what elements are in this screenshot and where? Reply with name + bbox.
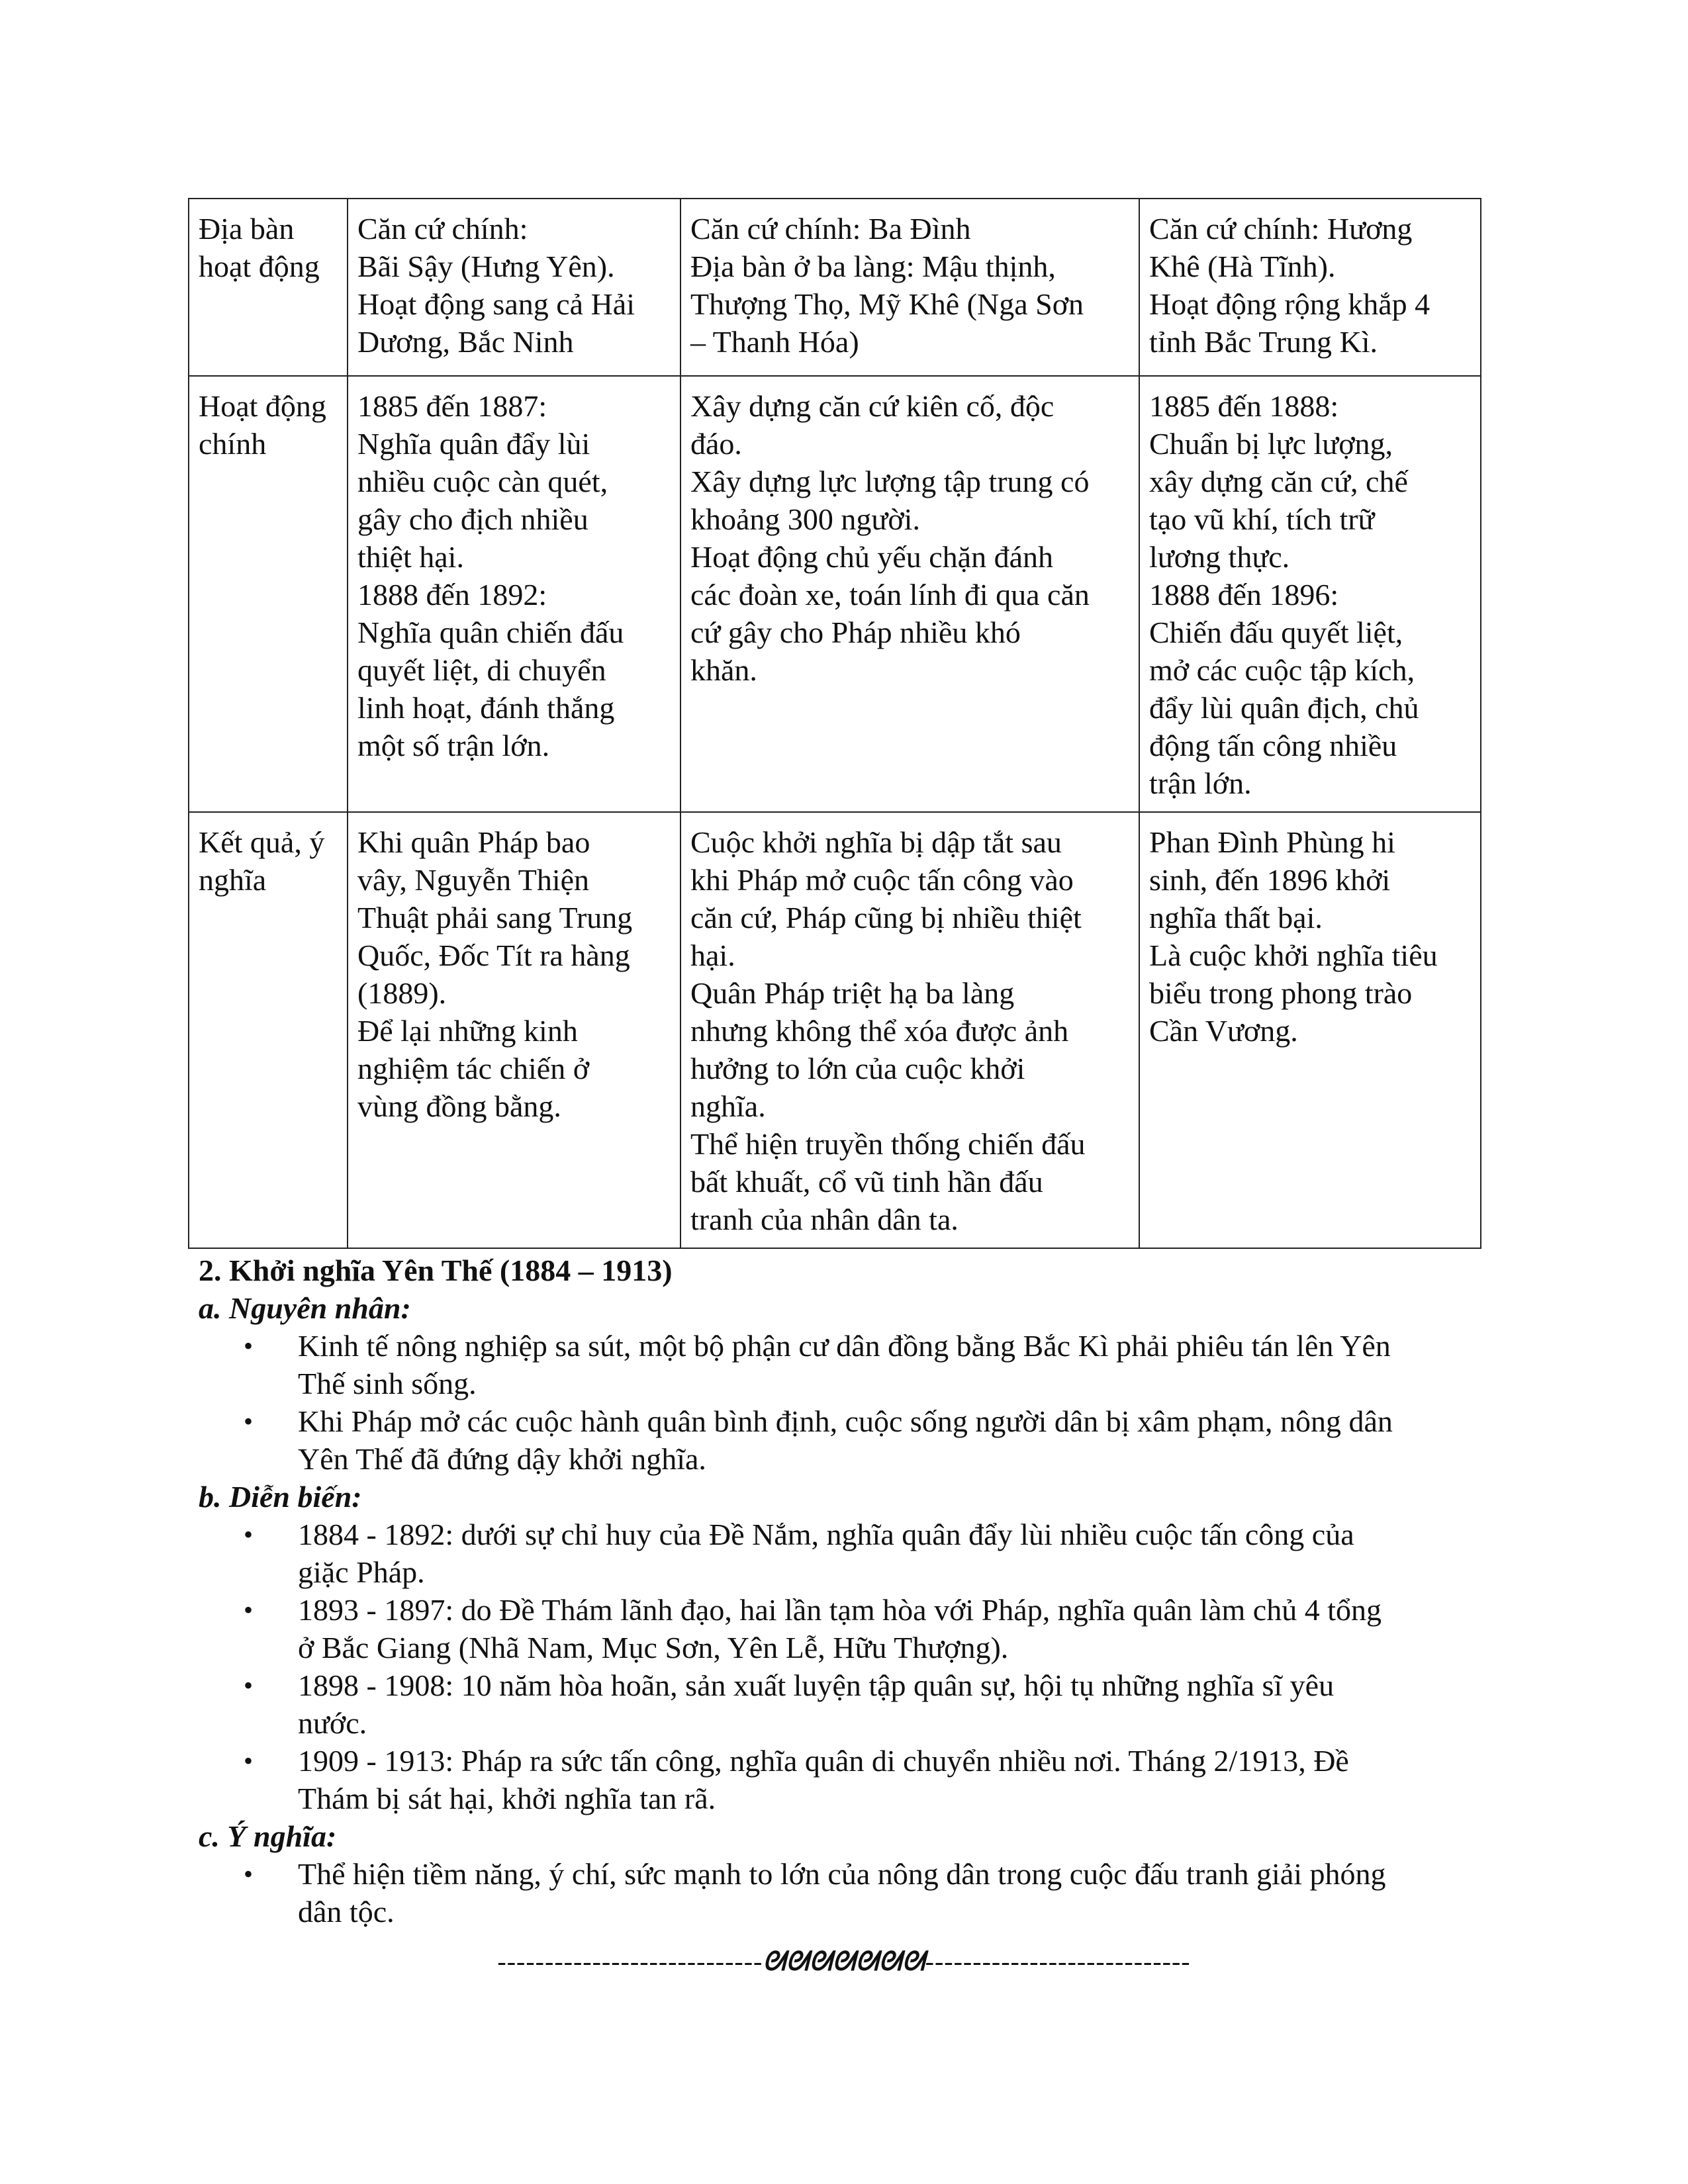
text-line: chính [199, 427, 267, 461]
text-line: Phan Đình Phùng hi [1149, 825, 1395, 859]
text-line: Thượng Thọ, Mỹ Khê (Nga Sơn [690, 287, 1084, 321]
table-cell [1139, 376, 1481, 812]
row-label-cell [189, 812, 348, 1248]
text-line: 1885 đến 1888: [1149, 389, 1339, 423]
text-line: Hoạt động rộng khắp 4 [1149, 287, 1430, 321]
text-line: Yên Thế đã đứng dậy khởi nghĩa. [298, 1442, 706, 1476]
text-line: Nghĩa quân chiến đấu [357, 615, 624, 649]
text-line: Địa bàn [199, 212, 295, 246]
text-line: lương thực. [1149, 540, 1290, 574]
text-line: linh hoạt, đánh thắng [357, 691, 615, 725]
text-line: bất khuất, cổ vũ tinh hần đấu [690, 1165, 1043, 1199]
subheading-significance: c. Ý nghĩa: [199, 1819, 337, 1853]
text-line: tạo vũ khí, tích trữ [1149, 502, 1375, 536]
text-line: 1893 - 1897: do Đề Thám lãnh đạo, hai lần tạm hòa với Pháp, nghĩa quân làm chủ 4 tổng [298, 1593, 1382, 1627]
text-line: Kinh tế nông nghiệp sa sút, một bộ phận cư dân đồng bằng Bắc Kì phải phiêu tán lên Yên [298, 1329, 1391, 1363]
text-line: Hoạt động [199, 389, 326, 423]
text-line: 1909 - 1913: Pháp ra sức tấn công, nghĩa quân di chuyển nhiều nơi. Tháng 2/1913, Đề [298, 1744, 1349, 1778]
text-line: Thám bị sát hại, khởi nghĩa tan rã. [298, 1782, 716, 1815]
significance-list [199, 1855, 1496, 1931]
text-line: hoạt động [199, 250, 320, 283]
text-line: khi Pháp mở cuộc tấn công vào [690, 863, 1074, 897]
text-line: Căn cứ chính: Hương [1149, 212, 1413, 246]
text-line: nước. [298, 1706, 367, 1740]
text-line: tỉnh Bắc Trung Kì. [1149, 325, 1378, 359]
table-cell [680, 812, 1139, 1248]
text-line: nghĩa thất bại. [1149, 901, 1323, 934]
text-line: Bãi Sậy (Hưng Yên). [357, 250, 615, 283]
text-line: tranh của nhân dân ta. [690, 1203, 959, 1236]
divider-ornament: ᘛᘛᘛᘛᘛᘛᘛ [763, 1946, 925, 1976]
text-line: Cần Vương. [1149, 1014, 1298, 1048]
text-line: 1888 đến 1896: [1149, 578, 1339, 612]
table-cell [1139, 812, 1481, 1248]
text-line: vùng đồng bằng. [357, 1089, 561, 1123]
bullet-icon: • [244, 1746, 254, 1776]
text-line: 1884 - 1892: dưới sự chỉ huy của Đề Nắm, nghĩa quân đẩy lùi nhiều cuộc tấn công của [298, 1518, 1354, 1551]
text-line: – Thanh Hóa) [690, 325, 859, 359]
section-heading: 2. Khởi nghĩa Yên Thế (1884 – 1913) [199, 1253, 673, 1287]
text-line: xây dựng căn cứ, chế [1149, 465, 1408, 498]
table-cell [680, 376, 1139, 812]
text-line: 1885 đến 1887: [357, 389, 547, 423]
text-line: Hoạt động sang cả Hải [357, 287, 635, 321]
table-cell [1139, 199, 1481, 376]
text-line: trận lớn. [1149, 766, 1252, 800]
text-line: Khi Pháp mở các cuộc hành quân bình định, cuộc sống người dân bị xâm phạm, nông dân [298, 1404, 1393, 1438]
text-line: Khi quân Pháp bao [357, 825, 590, 859]
text-line: dân tộc. [298, 1895, 395, 1929]
list-item [199, 1591, 1496, 1666]
row-label-cell [189, 376, 348, 812]
text-line: căn cứ, Pháp cũng bị nhiều thiệt [690, 901, 1082, 934]
text-line: cứ gây cho Pháp nhiều khó [690, 615, 1021, 649]
text-line: Địa bàn ở ba làng: Mậu thịnh, [690, 250, 1056, 283]
text-line: hưởng to lớn của cuộc khởi [690, 1052, 1025, 1085]
table-cell [348, 812, 680, 1248]
text-line: Cuộc khởi nghĩa bị dập tắt sau [690, 825, 1062, 859]
comparison-table [188, 198, 1481, 1249]
text-line: Hoạt động chủ yếu chặn đánh [690, 540, 1054, 574]
text-line: mở các cuộc tập kích, [1149, 653, 1415, 687]
text-line: nghĩa [199, 863, 267, 897]
text-line: một số trận lớn. [357, 729, 550, 762]
text-line: Dương, Bắc Ninh [357, 325, 574, 359]
text-line: Xây dựng căn cứ kiên cố, độc [690, 389, 1055, 423]
bullet-icon: • [244, 1595, 254, 1625]
bullet-icon: • [244, 1520, 254, 1549]
text-line: sinh, đến 1896 khởi [1149, 863, 1391, 897]
subheading-events: b. Diễn biến: [199, 1480, 362, 1514]
text-line: Căn cứ chính: Ba Đình [690, 212, 971, 246]
text-line: Thế sinh sống. [298, 1367, 477, 1400]
row-label-cell [189, 199, 348, 376]
text-line: Thể hiện truyền thống chiến đấu [690, 1127, 1086, 1161]
text-line: nghiệm tác chiến ở [357, 1052, 590, 1085]
text-line: nghĩa. [690, 1089, 766, 1123]
text-line: khăn. [690, 653, 757, 687]
text-line: quyết liệt, di chuyển [357, 653, 606, 687]
text-line: nhưng không thể xóa được ảnh [690, 1014, 1069, 1048]
bullet-icon: • [244, 1859, 254, 1889]
table-row [189, 812, 1481, 1248]
text-line: ở Bắc Giang (Nhã Nam, Mục Sơn, Yên Lễ, Hữu Thượng). [298, 1631, 1009, 1664]
text-line: động tấn công nhiều [1149, 729, 1397, 762]
bullet-icon: • [244, 1406, 254, 1436]
table-cell [680, 199, 1139, 376]
list-item [199, 1402, 1496, 1478]
text-line: Chuẩn bị lực lượng, [1149, 427, 1393, 461]
divider-dashes-left: ---------------------------- [497, 1946, 763, 1976]
list-item [199, 1855, 1496, 1931]
text-line: 1888 đến 1892: [357, 578, 547, 612]
text-line: các đoàn xe, toán lính đi qua căn [690, 578, 1090, 612]
text-line: đáo. [690, 427, 742, 461]
text-line: Quân Pháp triệt hạ ba làng [690, 976, 1015, 1010]
text-line: Nghĩa quân đẩy lùi [357, 427, 590, 461]
bullet-icon: • [244, 1331, 254, 1361]
text-line: Xây dựng lực lượng tập trung có [690, 465, 1090, 498]
text-line: đẩy lùi quân địch, chủ [1149, 691, 1419, 725]
table-cell [348, 376, 680, 812]
text-line: Để lại những kinh [357, 1014, 578, 1048]
text-line: thiệt hại. [357, 540, 464, 574]
list-item [199, 1742, 1496, 1817]
text-line: nhiều cuộc càn quét, [357, 465, 608, 498]
list-item [199, 1327, 1496, 1402]
text-line: khoảng 300 người. [690, 502, 920, 536]
table-row [189, 376, 1481, 812]
text-line: (1889). [357, 976, 447, 1010]
subheading-causes: a. Nguyên nhân: [199, 1291, 411, 1325]
text-line: biểu trong phong trào [1149, 976, 1413, 1010]
list-item [199, 1516, 1496, 1591]
text-line: gây cho địch nhiều [357, 502, 588, 536]
text-line: Căn cứ chính: [357, 212, 528, 246]
events-list [199, 1516, 1496, 1817]
text-line: Là cuộc khởi nghĩa tiêu [1149, 938, 1438, 972]
text-line: Thể hiện tiềm năng, ý chí, sức mạnh to lớn của nông dân trong cuộc đấu tranh giải phóng [298, 1857, 1386, 1891]
table-row [189, 199, 1481, 376]
text-line: hại. [690, 938, 735, 972]
causes-list [199, 1327, 1496, 1478]
text-line: vây, Nguyễn Thiện [357, 863, 590, 897]
list-item [199, 1666, 1496, 1742]
text-line: Chiến đấu quyết liệt, [1149, 615, 1403, 649]
text-line: Thuật phải sang Trung [357, 901, 633, 934]
divider-dashes-right: ---------------------------- [925, 1946, 1191, 1976]
text-line: Quốc, Đốc Tít ra hàng [357, 938, 630, 972]
ornamental-divider [430, 1946, 1258, 1977]
section-yen-the [199, 1251, 1496, 1931]
text-line: Kết quả, ý [199, 825, 325, 859]
bullet-icon: • [244, 1670, 254, 1700]
text-line: Khê (Hà Tĩnh). [1149, 250, 1336, 283]
text-line: 1898 - 1908: 10 năm hòa hoãn, sản xuất luyện tập quân sự, hội tụ những nghĩa sĩ yêu [298, 1668, 1335, 1702]
text-line: giặc Pháp. [298, 1555, 425, 1589]
table-cell [348, 199, 680, 376]
